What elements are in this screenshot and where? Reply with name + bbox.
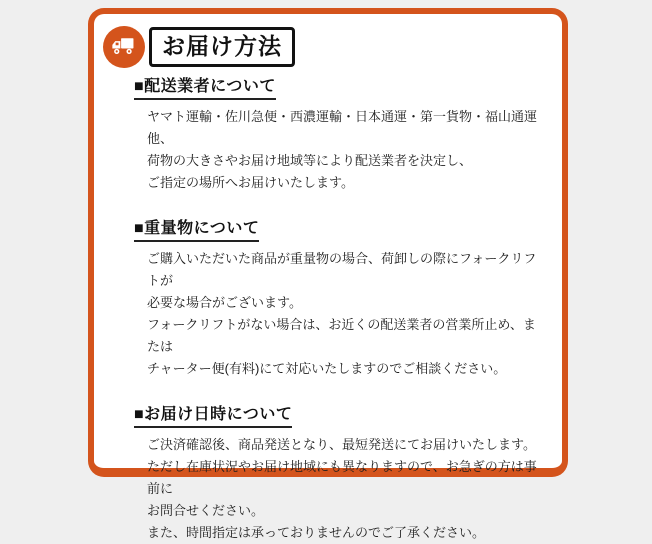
page-title: お届け方法 <box>149 27 295 66</box>
body-line: 必要な場合がございます。 <box>147 295 302 310</box>
delivery-info-panel <box>88 8 568 540</box>
truck-icon <box>103 26 145 68</box>
body-line: 荷物の大きさやお届け地域等により配送業者を決定し、 <box>147 153 473 168</box>
body-line: ヤマト運輸・佐川急便・西濃運輸・日本通運・第一貨物・福山通運他、 <box>147 109 538 146</box>
section-carriers <box>134 73 544 194</box>
body-line: また、時間指定は承っておりませんのでご了承ください。 <box>147 525 486 540</box>
section-heading-heavy-items: ■重量物について <box>134 215 259 242</box>
section-body-heavy-items <box>147 248 544 380</box>
body-line: お問合せください。 <box>147 503 265 518</box>
section-delivery-datetime <box>134 401 544 544</box>
section-body-delivery-datetime <box>147 434 544 544</box>
panel-header <box>103 26 562 68</box>
body-line: ご購入いただいた商品が重量物の場合、荷卸しの際にフォークリフトが <box>147 251 537 288</box>
section-body-carriers <box>147 106 544 194</box>
body-line: チャーター便(有料)にて対応いたしますのでご相談ください。 <box>147 361 507 376</box>
body-line: ご指定の場所へお届けいたします。 <box>147 175 354 190</box>
section-heading-carriers: ■配送業者について <box>134 73 276 100</box>
body-line: ただし在庫状況やお届け地域にも異なりますので、お急ぎの方は事前に <box>147 459 537 496</box>
body-line: ご決済確認後、商品発送となり、最短発送にてお届けいたします。 <box>147 437 536 452</box>
section-heading-delivery-datetime: ■お届け日時について <box>134 401 292 428</box>
section-heavy-items <box>134 215 544 380</box>
body-line: フォークリフトがない場合は、お近くの配送業者の営業所止め、または <box>147 317 536 354</box>
